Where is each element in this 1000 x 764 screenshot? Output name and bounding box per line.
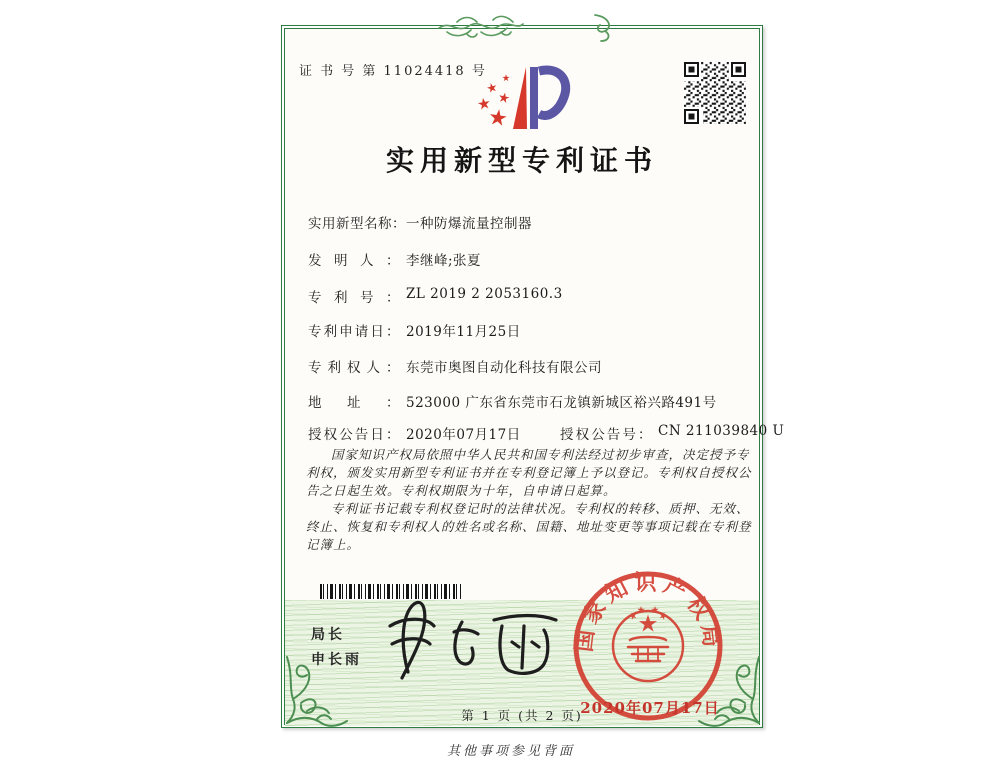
grant-date-value: 2020年07月17日 (406, 427, 521, 443)
field-value: 523000 广东省东莞市石龙镇新城区裕兴路491号 (406, 395, 717, 411)
field-label: 地址： (308, 395, 400, 411)
grant-date-label: 授权公告日： (308, 427, 400, 443)
signer-title: 局长 (311, 627, 345, 643)
field-row-inventor (308, 249, 481, 269)
field-label: 专利申请日： (308, 324, 400, 340)
field-row-address (308, 391, 717, 411)
page-indicator: 第 1 页 (共 2 页) (461, 708, 583, 723)
grant-number-value: CN 211039840 U (658, 423, 785, 439)
signature-handwriting (362, 592, 574, 688)
field-label: 实用新型名称： (308, 216, 406, 232)
field-row-patentee (308, 356, 602, 376)
seal-text: 国家知识产权局 (570, 569, 726, 654)
field-value: 李继峰;张夏 (406, 253, 482, 269)
top-lace-ornament-icon (437, 8, 525, 42)
field-label: 专利权人： (308, 360, 400, 376)
field-value: 一种防爆流量控制器 (406, 216, 532, 232)
certificate-title: 实用新型专利证书 (385, 144, 658, 177)
back-note: 其他事项参见背面 (446, 744, 575, 759)
cnipa-logo-icon (446, 54, 571, 148)
national-emblem-icon (613, 606, 683, 681)
qr-code (684, 62, 746, 124)
seal-date: 2020年07月17日 (580, 699, 720, 717)
field-row-filing-date (308, 320, 521, 340)
body-paragraph-2: 专利证书记载专利权登记时的法律状况。专利权的转移、质押、无效、终止、恢复和专利权人的姓名或名称、国籍、地址变更等事项记载在专利登记簿上。 (306, 501, 752, 552)
field-value: 2019年11月25日 (406, 324, 521, 340)
grant-number-label: 授权公告号： (560, 427, 652, 443)
legal-text-block (306, 446, 754, 554)
field-label: 专利号： (308, 290, 400, 306)
signer-name: 申长雨 (311, 652, 362, 668)
top-curl-ornament-icon (591, 13, 617, 43)
certificate-number: 证 书 号 第 11024418 号 (299, 64, 487, 79)
field-row-invention-name (308, 212, 532, 232)
field-row-patent-number (308, 286, 563, 306)
grant-row (308, 423, 785, 443)
field-label: 发明人： (308, 253, 400, 269)
body-paragraph-1: 国家知识产权局依照中华人民共和国专利法经过初步审查，决定授予专利权，颁发实用新型专利证书并在专利登记簿上予以登记。专利权自授权公告之日起生效。专利权期限为十年，自申请日起算。 (306, 447, 752, 498)
field-value: 东莞市奥图自动化科技有限公司 (406, 360, 602, 376)
field-value: ZL 2019 2 2053160.3 (406, 286, 563, 302)
